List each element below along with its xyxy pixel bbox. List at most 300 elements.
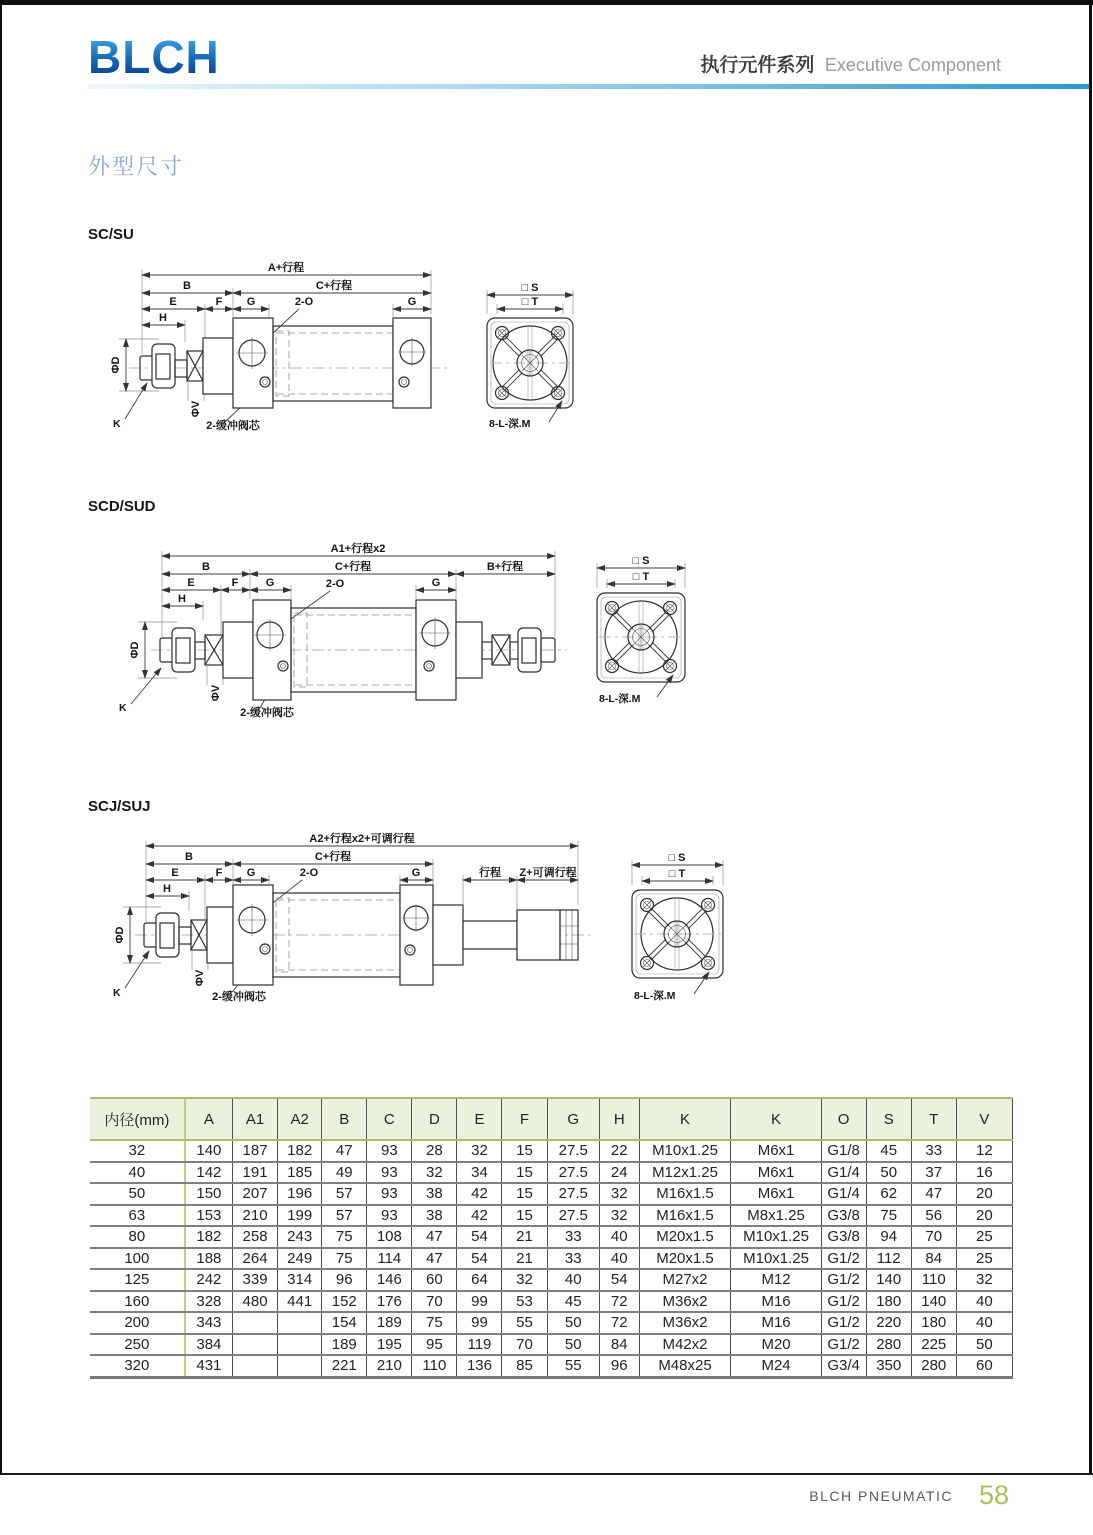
front-cover — [223, 622, 253, 678]
table-cell: 20 — [956, 1183, 1012, 1205]
table-cell: 146 — [367, 1269, 412, 1291]
table-cell: 21 — [502, 1226, 547, 1248]
table-cell: 189 — [367, 1312, 412, 1334]
table-cell: 54 — [457, 1226, 502, 1248]
dim-label-t: □ T — [668, 868, 686, 880]
table-cell: G1/4 — [821, 1162, 866, 1184]
table-cell: 220 — [866, 1312, 911, 1334]
table-cell: M20x1.5 — [639, 1226, 731, 1248]
cushion-label: 2-缓冲阀芯 — [206, 420, 260, 432]
dim-label-c: C+行程 — [334, 561, 372, 573]
table-cell: 153 — [185, 1205, 233, 1227]
table-cell: 85 — [502, 1355, 547, 1377]
table-cell: M16 — [731, 1312, 821, 1334]
table-cell: 12 — [956, 1140, 1012, 1162]
column-header: D — [412, 1098, 457, 1140]
dim-label-s: □ S — [521, 282, 539, 294]
table-cell: 55 — [547, 1355, 599, 1377]
dim-label-c: C+行程 — [314, 851, 352, 863]
table-cell: 99 — [457, 1291, 502, 1313]
table-cell: 42 — [457, 1183, 502, 1205]
table-row — [90, 1269, 1013, 1291]
mount-hole — [641, 899, 654, 912]
table-cell: 53 — [502, 1291, 547, 1313]
table-row — [90, 1248, 1013, 1270]
table-cell: 40 — [599, 1248, 639, 1270]
table-cell: 60 — [956, 1355, 1012, 1377]
table-cell: 84 — [911, 1248, 956, 1270]
table-cell: G3/8 — [821, 1205, 866, 1227]
table-cell: 40 — [599, 1226, 639, 1248]
table-cell: 84 — [599, 1334, 639, 1356]
column-header: G — [547, 1098, 599, 1140]
table-cell: 343 — [185, 1312, 233, 1334]
table-cell: 125 — [90, 1269, 185, 1291]
table-cell: 480 — [233, 1291, 278, 1313]
table-cell: 47 — [412, 1248, 457, 1270]
table-cell: 50 — [866, 1162, 911, 1184]
table-cell: 62 — [866, 1183, 911, 1205]
table-cell: 28 — [412, 1140, 457, 1162]
mount-hole — [552, 327, 565, 340]
table-cell: G1/2 — [821, 1269, 866, 1291]
port-label: 2-O — [294, 296, 314, 308]
table-row — [90, 1334, 1013, 1356]
dim-label-h: H — [163, 883, 171, 895]
table-cell: 182 — [185, 1226, 233, 1248]
table-cell: 25 — [956, 1248, 1012, 1270]
table-cell: 50 — [547, 1334, 599, 1356]
table-cell: 243 — [278, 1226, 322, 1248]
column-header: T — [911, 1098, 956, 1140]
front-end-cap — [253, 600, 291, 700]
table-cell: 160 — [90, 1291, 185, 1313]
rear-step-block — [433, 905, 463, 965]
dim-label-t: □ T — [632, 571, 650, 583]
dimensions-table — [90, 1097, 1013, 1379]
mount-holes-label: 8-L-深.M — [489, 418, 531, 430]
dim-label-h: H — [178, 593, 186, 605]
table-cell: 40 — [956, 1312, 1012, 1334]
table-cell: 42 — [457, 1205, 502, 1227]
table-cell — [233, 1312, 278, 1334]
mount-hole — [664, 660, 677, 673]
table-cell: 264 — [233, 1248, 278, 1270]
table-cell: M12x1.25 — [639, 1162, 731, 1184]
dim-label-c: C+行程 — [315, 280, 353, 292]
table-cell: 93 — [367, 1205, 412, 1227]
front-end-cap — [233, 885, 273, 985]
column-header: A2 — [278, 1098, 322, 1140]
end-view — [632, 852, 723, 1002]
table-cell: M12 — [731, 1269, 821, 1291]
mount-hole — [664, 602, 677, 615]
table-row — [90, 1355, 1013, 1377]
table-cell: M24 — [731, 1355, 821, 1377]
mount-hole — [552, 387, 565, 400]
drawing-label-scj-suj: SCJ/SUJ — [88, 798, 151, 815]
adjustable-stop-body — [517, 910, 560, 960]
table-cell: 100 — [90, 1248, 185, 1270]
table-cell: 154 — [322, 1312, 367, 1334]
table-cell: 37 — [911, 1162, 956, 1184]
dim-label-bplus: B+行程 — [486, 561, 524, 573]
drawing-scd-sud — [105, 530, 705, 735]
dim-label-f: F — [215, 296, 223, 308]
port-label: 2-O — [299, 867, 319, 879]
table-cell: 210 — [233, 1205, 278, 1227]
rear-end-cap — [416, 600, 456, 700]
table-cell: 32 — [90, 1140, 185, 1162]
table-cell: 70 — [502, 1334, 547, 1356]
table-cell: M10x1.25 — [731, 1248, 821, 1270]
mount-holes-label: 8-L-深.M — [634, 990, 676, 1002]
table-cell: 50 — [547, 1312, 599, 1334]
table-cell: 32 — [599, 1183, 639, 1205]
table-cell: 54 — [599, 1269, 639, 1291]
table-cell: 32 — [457, 1140, 502, 1162]
dim-label-a: A+行程 — [267, 262, 305, 274]
table-cell: 314 — [278, 1269, 322, 1291]
table-cell: 55 — [502, 1312, 547, 1334]
table-cell: 47 — [911, 1183, 956, 1205]
table-cell: 75 — [322, 1226, 367, 1248]
table-cell: 180 — [866, 1291, 911, 1313]
footer-rule — [0, 1473, 1093, 1475]
table-cell: 96 — [322, 1269, 367, 1291]
rod-label-k: K — [113, 987, 121, 999]
table-cell: 180 — [911, 1312, 956, 1334]
rear-end-cap — [400, 885, 433, 985]
mount-hole — [606, 602, 619, 615]
page-border-top — [0, 0, 1093, 5]
column-header: B — [322, 1098, 367, 1140]
table-cell: M6x1 — [731, 1140, 821, 1162]
column-header: H — [599, 1098, 639, 1140]
column-header: V — [956, 1098, 1012, 1140]
mount-hole — [496, 327, 509, 340]
dim-label-f: F — [231, 577, 239, 589]
table-cell — [278, 1334, 322, 1356]
rod-label-k: K — [119, 702, 127, 714]
table-cell: 187 — [233, 1140, 278, 1162]
table-cell: 27.5 — [547, 1162, 599, 1184]
table-cell: 182 — [278, 1140, 322, 1162]
dim-label-e: E — [171, 867, 179, 879]
table-cell: G1/4 — [821, 1183, 866, 1205]
cushion-label: 2-缓冲阀芯 — [212, 991, 266, 1003]
table-cell: M27x2 — [639, 1269, 731, 1291]
table-cell: 40 — [547, 1269, 599, 1291]
header-rule — [88, 84, 1089, 89]
end-view — [597, 555, 685, 705]
table-cell: M42x2 — [639, 1334, 731, 1356]
drawing-scj-suj — [105, 831, 765, 1036]
dim-label-dv: ΦV — [190, 400, 202, 418]
table-cell: 99 — [457, 1312, 502, 1334]
table-cell: G1/2 — [821, 1248, 866, 1270]
table-row — [90, 1162, 1013, 1184]
table-cell: 140 — [866, 1269, 911, 1291]
table-cell: M10x1.25 — [639, 1140, 731, 1162]
table-cell: 38 — [412, 1183, 457, 1205]
page-border-right — [1089, 0, 1092, 1474]
cushion-label: 2-缓冲阀芯 — [240, 707, 294, 719]
end-view — [487, 282, 573, 430]
table-cell: 57 — [322, 1205, 367, 1227]
table-cell: 50 — [90, 1183, 185, 1205]
column-header: A — [185, 1098, 233, 1140]
table-cell: 33 — [547, 1226, 599, 1248]
table-cell: 225 — [911, 1334, 956, 1356]
table-cell: 320 — [90, 1355, 185, 1377]
table-cell: 441 — [278, 1291, 322, 1313]
table-cell: 72 — [599, 1312, 639, 1334]
dim-label-a1: A1+行程x2 — [330, 543, 386, 555]
table-cell: 60 — [412, 1269, 457, 1291]
table-cell: 150 — [185, 1183, 233, 1205]
table-body — [90, 1140, 1013, 1377]
table-cell: M16x1.5 — [639, 1183, 731, 1205]
table-cell: 95 — [412, 1334, 457, 1356]
dim-label-s: □ S — [668, 852, 686, 864]
table-cell: G1/2 — [821, 1291, 866, 1313]
column-header: A1 — [233, 1098, 278, 1140]
table-cell: 40 — [956, 1291, 1012, 1313]
drawing-sc-su — [105, 251, 605, 451]
table-cell: 56 — [911, 1205, 956, 1227]
table-cell: 63 — [90, 1205, 185, 1227]
table-cell: 142 — [185, 1162, 233, 1184]
mount-hole — [641, 957, 654, 970]
page-border-left — [0, 0, 2, 1474]
dim-label-g1: G — [246, 867, 256, 879]
table-cell: 196 — [278, 1183, 322, 1205]
table-cell: 22 — [599, 1140, 639, 1162]
table-cell: 32 — [502, 1269, 547, 1291]
dim-label-b: B — [183, 280, 191, 292]
series-title-zh: 执行元件系列 — [700, 55, 815, 76]
dim-label-dd: ΦD — [110, 356, 122, 374]
table-cell: 114 — [367, 1248, 412, 1270]
table-cell: 199 — [278, 1205, 322, 1227]
table-cell: 24 — [599, 1162, 639, 1184]
table-cell: 70 — [911, 1226, 956, 1248]
column-header: E — [457, 1098, 502, 1140]
table-cell: M36x2 — [639, 1312, 731, 1334]
table-row — [90, 1205, 1013, 1227]
dim-label-t: □ T — [521, 296, 539, 308]
table-cell: 110 — [412, 1355, 457, 1377]
table-cell: 93 — [367, 1140, 412, 1162]
table-cell: 350 — [866, 1355, 911, 1377]
dim-label-z: Z+可调行程 — [519, 867, 577, 879]
dim-label-dv: ΦV — [210, 684, 222, 702]
dim-label-dv: ΦV — [194, 969, 206, 987]
dim-label-g1: G — [265, 577, 275, 589]
table-cell: 33 — [547, 1248, 599, 1270]
drawing-label-scd-sud: SCD/SUD — [88, 498, 156, 515]
dim-label-g2: G — [411, 867, 421, 879]
table-cell: 210 — [367, 1355, 412, 1377]
table-cell: 328 — [185, 1291, 233, 1313]
table-cell: 49 — [322, 1162, 367, 1184]
cylinder-tube — [273, 326, 393, 401]
table-cell: 195 — [367, 1334, 412, 1356]
footer-page-number: 58 — [978, 1480, 1009, 1510]
table-cell: 33 — [911, 1140, 956, 1162]
table-cell: 221 — [322, 1355, 367, 1377]
series-title — [700, 50, 1001, 77]
dim-label-stroke: 行程 — [479, 867, 501, 879]
mount-hole — [606, 660, 619, 673]
table-cell: G3/8 — [821, 1226, 866, 1248]
table-cell: M16 — [731, 1291, 821, 1313]
table-cell: 136 — [457, 1355, 502, 1377]
table-cell: 50 — [956, 1334, 1012, 1356]
table-cell: M20x1.5 — [639, 1248, 731, 1270]
table-cell: G1/2 — [821, 1334, 866, 1356]
table-cell: 112 — [866, 1248, 911, 1270]
table-cell: 384 — [185, 1334, 233, 1356]
dim-label-e: E — [187, 577, 195, 589]
dim-label-h: H — [159, 312, 167, 324]
table-cell: 32 — [599, 1205, 639, 1227]
column-header: C — [367, 1098, 412, 1140]
table-cell: 72 — [599, 1291, 639, 1313]
table-cell — [278, 1312, 322, 1334]
table-cell: 140 — [911, 1291, 956, 1313]
table-cell: 57 — [322, 1183, 367, 1205]
table-cell: 32 — [412, 1162, 457, 1184]
table-cell: 15 — [502, 1183, 547, 1205]
footer — [809, 1480, 1009, 1511]
table-cell: 32 — [956, 1269, 1012, 1291]
table-cell: 96 — [599, 1355, 639, 1377]
table-cell: 40 — [90, 1162, 185, 1184]
table-cell: 258 — [233, 1226, 278, 1248]
table-cell: 75 — [412, 1312, 457, 1334]
table-cell: 108 — [367, 1226, 412, 1248]
table-cell: 27.5 — [547, 1140, 599, 1162]
dim-label-g2: G — [407, 296, 417, 308]
table-row — [90, 1291, 1013, 1313]
table-cell — [233, 1334, 278, 1356]
table-cell: 152 — [322, 1291, 367, 1313]
column-header: S — [866, 1098, 911, 1140]
table-cell: 16 — [956, 1162, 1012, 1184]
table-cell: 64 — [457, 1269, 502, 1291]
rear-cover — [456, 622, 482, 678]
dim-label-dd: ΦD — [129, 641, 141, 659]
table-row — [90, 1140, 1013, 1162]
table-cell: 45 — [866, 1140, 911, 1162]
table-cell: 27.5 — [547, 1183, 599, 1205]
table-cell: M6x1 — [731, 1183, 821, 1205]
table-cell: M8x1.25 — [731, 1205, 821, 1227]
front-cover — [203, 338, 233, 394]
table-cell: 93 — [367, 1162, 412, 1184]
footer-brand: BLCH PNEUMATIC — [809, 1487, 953, 1504]
table-cell: M6x1 — [731, 1162, 821, 1184]
front-end-cap — [233, 318, 273, 408]
table-cell: M36x2 — [639, 1291, 731, 1313]
dim-label-g2: G — [431, 577, 441, 589]
mount-holes-label: 8-L-深.M — [599, 693, 641, 705]
table-cell: 140 — [185, 1140, 233, 1162]
dim-label-f: F — [215, 867, 223, 879]
table-cell: 27.5 — [547, 1205, 599, 1227]
table-cell — [233, 1355, 278, 1377]
table-cell: 38 — [412, 1205, 457, 1227]
dim-label-b: B — [202, 561, 210, 573]
table-cell: 93 — [367, 1183, 412, 1205]
table-cell: 25 — [956, 1226, 1012, 1248]
drawing-label-sc-su: SC/SU — [88, 226, 134, 243]
table-cell: 339 — [233, 1269, 278, 1291]
table-cell: 94 — [866, 1226, 911, 1248]
series-title-en: Executive Component — [824, 55, 1001, 75]
table-cell: 185 — [278, 1162, 322, 1184]
table-cell: 75 — [322, 1248, 367, 1270]
table-cell: 70 — [412, 1291, 457, 1313]
section-title: 外型尺寸 — [88, 154, 185, 179]
dimension-table-wrap — [90, 1097, 1013, 1379]
table-cell: 75 — [866, 1205, 911, 1227]
table-cell: G1/2 — [821, 1312, 866, 1334]
table-cell: 15 — [502, 1140, 547, 1162]
column-header: K — [639, 1098, 731, 1140]
dim-label-g1: G — [246, 296, 256, 308]
dim-label-a2: A2+行程x2+可调行程 — [309, 833, 415, 845]
table-cell: M16x1.5 — [639, 1205, 731, 1227]
column-header: O — [821, 1098, 866, 1140]
table-cell: M10x1.25 — [731, 1226, 821, 1248]
table-cell: 176 — [367, 1291, 412, 1313]
table-cell: G1/8 — [821, 1140, 866, 1162]
table-cell: 249 — [278, 1248, 322, 1270]
table-cell: 47 — [412, 1226, 457, 1248]
table-cell: 47 — [322, 1140, 367, 1162]
table-cell: 34 — [457, 1162, 502, 1184]
table-cell: M20 — [731, 1334, 821, 1356]
table-cell — [278, 1355, 322, 1377]
table-cell: 207 — [233, 1183, 278, 1205]
table-row — [90, 1226, 1013, 1248]
column-header: F — [502, 1098, 547, 1140]
table-cell: 242 — [185, 1269, 233, 1291]
table-cell: 188 — [185, 1248, 233, 1270]
table-cell: 280 — [911, 1355, 956, 1377]
table-cell: 431 — [185, 1355, 233, 1377]
table-cell: 189 — [322, 1334, 367, 1356]
mount-hole — [702, 957, 715, 970]
table-row — [90, 1312, 1013, 1334]
table-cell: 191 — [233, 1162, 278, 1184]
column-header: 内径(mm) — [90, 1098, 185, 1140]
table-cell: 54 — [457, 1248, 502, 1270]
mount-hole — [702, 899, 715, 912]
table-cell: 45 — [547, 1291, 599, 1313]
table-cell: G3/4 — [821, 1355, 866, 1377]
extension-rod — [463, 921, 517, 949]
table-cell: 15 — [502, 1205, 547, 1227]
table-cell: 20 — [956, 1205, 1012, 1227]
table-cell: 250 — [90, 1334, 185, 1356]
table-cell: 80 — [90, 1226, 185, 1248]
column-header: K — [731, 1098, 821, 1140]
port-label: 2-O — [325, 578, 345, 590]
